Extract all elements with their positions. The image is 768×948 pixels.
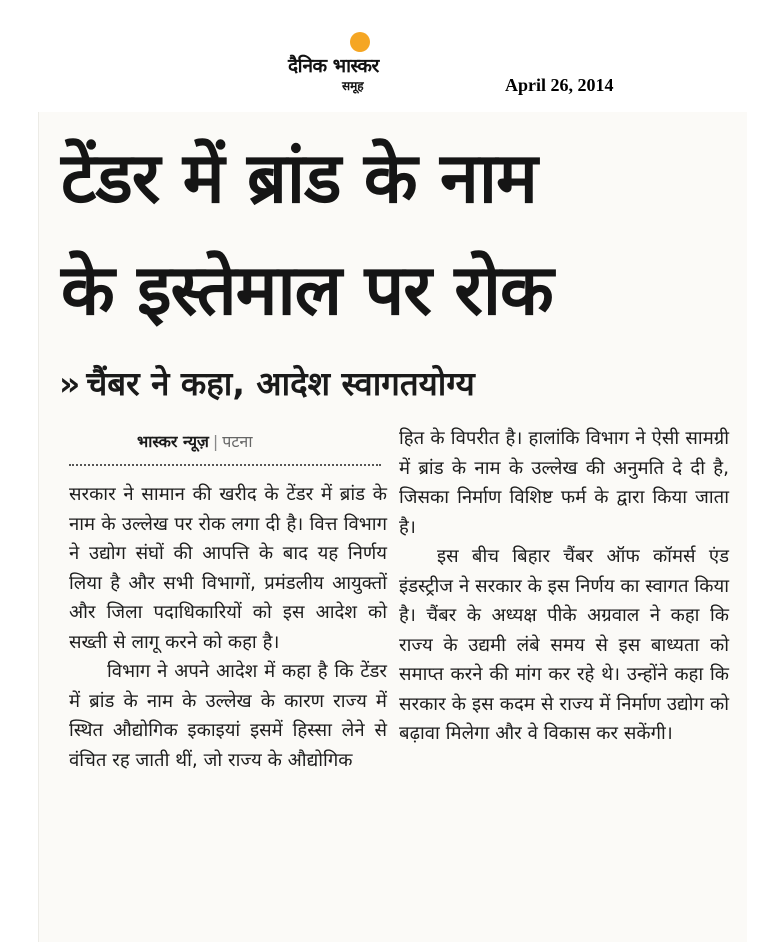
column-left [69, 480, 387, 775]
byline-separator: | [212, 432, 219, 451]
paragraph-2: विभाग ने अपने आदेश में कहा है कि टेंडर में ब्रांड के नाम के उल्लेख के कारण राज्य में स्थित औद्योगिक इकाइयां इसमें हिस्सा लेने से वंचित रह जाती थीं, जो राज्य के औद्योगिक [69, 661, 387, 771]
headline-line-1: टेंडर में ब्रांड के नाम [61, 137, 537, 219]
dotted-divider [69, 464, 381, 466]
subheadline [59, 360, 475, 405]
subheadline-text: चैंबर ने कहा, आदेश स्वागतयोग्य [86, 364, 475, 403]
sun-dot-icon [350, 32, 370, 52]
byline-bureau: भास्कर न्यूज़ [137, 432, 209, 451]
publication-date: April 26, 2014 [505, 75, 614, 95]
byline-city: पटना [222, 432, 253, 451]
news-clipping [38, 112, 747, 942]
double-chevron-icon: » [59, 364, 81, 403]
logo-name: दैनिक भास्कर [288, 55, 379, 77]
newspaper-logo [288, 30, 438, 100]
logo-subtitle: समूह [342, 79, 364, 93]
paragraph-4: इस बीच बिहार चैंबर ऑफ कॉमर्स एंड इंडस्ट्रीज ने सरकार के इस निर्णय का स्वागत किया है। चैंबर के अध्यक्ष पीके अग्रवाल ने कहा कि राज्य के उद्यमी लंबे समय से इस बाध्यता को समाप्त करने की मांग कर रहे थे। उन्होंने कहा कि सरकार के इस कदम से राज्य में निर्माण उद्योग को बढ़ावा मिलेगा और वे विकास कर सकेंगी। [399, 546, 729, 744]
paragraph-3: हित के विपरीत है। हालांकि विभाग ने ऐसी सामग्री में ब्रांड के नाम के उल्लेख की अनुमति दे दी है, जिसका निर्माण विशिष्ट फर्म के द्वारा किया जाता है। [399, 428, 729, 538]
byline [137, 430, 252, 452]
column-right [399, 424, 729, 749]
headline-line-2: के इस्तेमाल पर रोक [61, 249, 553, 331]
paragraph-1: सरकार ने सामान की खरीद के टेंडर में ब्रांड के नाम के उल्लेख पर रोक लगा दी है। वित्त विभाग ने उद्योग संघों की आपत्ति के बाद यह निर्णय लिया है और सभी विभागों, प्रमंडलीय आयुक्तों और जिला पदाधिकारियों को इस आदेश को सख्ती से लागू करने को कहा है। [69, 484, 387, 653]
headline [61, 122, 741, 346]
